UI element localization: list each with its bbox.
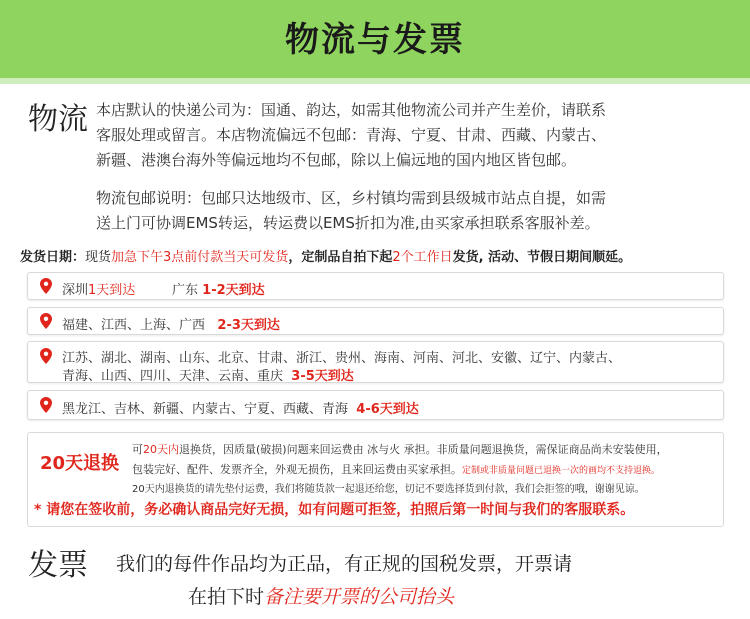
logistics-text-line: 新疆、港澳台海外等偏远地均不包邮，除以上偏远地的国内地区皆包邮。 <box>96 151 577 169</box>
logistics-paragraph-1 <box>96 98 606 173</box>
refund-text: 可 <box>132 443 143 456</box>
invoice-label: 发票 <box>28 548 88 583</box>
zone-days: 4-6天到达 <box>356 402 419 417</box>
refund-line <box>132 461 660 477</box>
shipping-zone-box <box>27 272 724 300</box>
notice-highlight: 加急下午3点前付款当天可发货 <box>111 250 289 265</box>
logistics-text-line: 本店默认的快递公司为：国通、韵达，如需其他物流公司并产生差价，请联系 <box>96 101 607 119</box>
invoice-line <box>188 582 454 609</box>
location-pin-icon <box>40 397 52 413</box>
refund-text: 退换货，因质量(破损)问题来回运费由 冰与火 承担。非质量问题退换货，需保证商品尚未安装使用， <box>179 443 668 456</box>
notice-label: 发货日期： <box>20 250 86 265</box>
zone-regions: 深圳 <box>62 283 89 298</box>
invoice-text: 在拍下时 <box>188 586 265 608</box>
notice-text: 发货, 活动、节假日期间顺延。 <box>452 250 632 265</box>
zone-regions: 广东 <box>172 283 199 298</box>
signoff-warning: * 请您在签收前，务必确认商品完好无损，如有问题可拒签，拍照后第一时间与我们的客服联系。 <box>34 502 635 518</box>
logistics-text-line: 物流包邮说明：包邮只达地级市、区，乡村镇均需到县级城市站点自提，如需 <box>96 189 607 207</box>
zone-regions: 福建、江西、上海、广西 <box>62 318 206 333</box>
zone-days: 2-3天到达 <box>217 318 280 333</box>
refund-policy-box <box>27 432 724 527</box>
shipping-zone-box <box>27 390 724 420</box>
shipping-date-notice <box>20 246 740 265</box>
zone-text <box>62 398 419 417</box>
logistics-text-line: 送上门可协调EMS转运，转运费以EMS折扣为准,由买家承担联系客服补差。 <box>96 214 600 232</box>
location-pin-icon <box>40 348 52 364</box>
zone-text <box>62 365 354 384</box>
page-title: 物流与发票 <box>285 20 465 60</box>
zone-days: 1-2天到达 <box>202 283 265 298</box>
zone-days: 1天到达 <box>88 283 136 298</box>
refund-text: 包装完好、配件、发票齐全，外观无损伤，且来回运费由买家承担。 <box>132 463 462 476</box>
zone-regions: 青海、山西、四川、天津、云南、重庆 <box>62 369 284 384</box>
refund-line <box>132 441 668 457</box>
logistics-paragraph-2 <box>96 186 606 236</box>
header-banner <box>0 0 750 78</box>
invoice-highlight: 备注要开票的公司抬头 <box>264 586 455 608</box>
location-pin-icon <box>40 313 52 329</box>
zone-text <box>62 314 280 333</box>
refund-highlight: 20天内 <box>143 443 179 456</box>
location-pin-icon <box>40 278 52 294</box>
logistics-label: 物流 <box>28 102 88 137</box>
zone-text <box>172 279 265 298</box>
header-divider <box>0 78 750 84</box>
notice-highlight: 2个工作日 <box>392 250 453 265</box>
notice-text: ，定制品自拍下起 <box>288 250 393 265</box>
refund-line: 20天内退换货的请先垫付运费，我们将随货款一起退还给您，切记不要选择货到付款，我们会拒签的哦，谢谢见谅。 <box>132 484 645 495</box>
invoice-line: 我们的每件作品均为正品，有正规的国税发票，开票请 <box>116 553 573 575</box>
refund-title: 20天退换 <box>40 453 120 474</box>
logistics-text-line: 客服处理或留言。本店物流偏远不包邮：青海、宁夏、甘肃、西藏、内蒙古、 <box>96 126 607 144</box>
zone-text <box>62 279 135 298</box>
zone-regions: 江苏、湖北、湖南、山东、北京、甘肃、浙江、贵州、海南、河南、河北、安徽、辽宁、内蒙古、 <box>62 351 622 366</box>
zone-days: 3-5天到达 <box>291 369 354 384</box>
refund-highlight: 定制或非质量问题已退换一次的画均不支持退换。 <box>462 466 661 476</box>
notice-text: 现货 <box>85 250 112 265</box>
shipping-zone-box <box>27 307 724 335</box>
zone-regions: 黑龙江、吉林、新疆、内蒙古、宁夏、西藏、青海 <box>62 402 349 417</box>
shipping-zone-box <box>27 341 724 383</box>
